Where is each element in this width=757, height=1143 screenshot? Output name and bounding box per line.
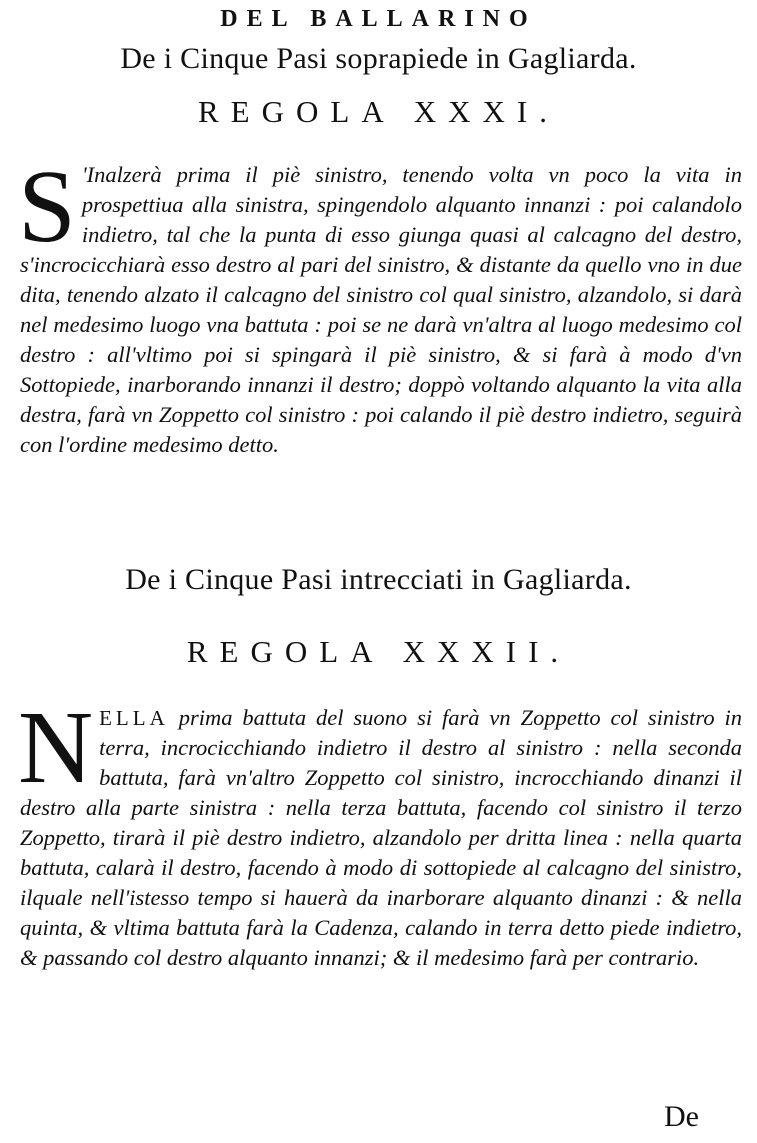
rule-heading-1: REGOLA XXXI.: [198, 94, 559, 129]
section-title-2: De i Cinque Pasi intrecciati in Gagliarda.: [125, 563, 632, 596]
paragraph-2: [18, 690, 743, 973]
paragraph-1-text: 'Inalzerà prima il piè sinistro, tenendo volta vn poco la vita in prospettiua alla sinistra, spingendolo alquanto innanzi : poi calandolo indietro, tal che la punta di esso giunga quasi al calcagno del destro, s'incrocicchiarà esso destro al pari del sinistro, & distante da quello vno in due dita, tenendo alzato il calcagno del sinistro col qual sinistro, alzandolo, si darà nel medesimo luogo vna battuta : poi se ne darà vn'altra al luogo medesimo col destro : all'vltimo poi si spingarà il piè sinistro, & si farà à modo d'vn Sottopiede, inarborando innanzi il destro; doppò voltando alquanto la vita alla destra, farà vn Zoppetto col sinistro : poi calando il piè destro indietro, seguirà con l'ordine medesimo detto.: [20, 162, 742, 457]
lead-capitals: ELLA: [99, 706, 169, 730]
section-title-1: De i Cinque Pasi soprapiede in Gagliarda.: [120, 42, 637, 75]
drop-cap-1: S: [18, 149, 76, 264]
drop-cap-2: N: [18, 690, 94, 805]
running-head: DEL BALLARINO: [220, 6, 537, 32]
paragraph-1: [18, 149, 742, 460]
catchword: De: [664, 1100, 699, 1133]
rule-heading-2: REGOLA XXXII.: [186, 634, 571, 669]
paragraph-2-text: prima battuta del suono si farà vn Zoppetto col sinistro in terra, incrocicchiando indietro il destro al sinistro : nella seconda battuta, farà vn'altro Zoppetto col sinistro, incrocchiando dinanzi il destro alla parte sinistra : nella terza battuta, facendo col sinistro il terzo Zoppetto, tirarà il piè destro indietro, alzandolo per dritta linea : nella quarta battuta, calarà il destro, facendo à modo di sottopiede al calcagno del sinistro, ilquale nell'istesso tempo si hauerà da inarborare alquanto dinanzi : & nella quinta, & vltima battuta farà la Cadenza, calando in terra detto piede indietro, & passando col destro alquanto innanzi; & il medesimo farà per contrario.: [20, 705, 743, 970]
